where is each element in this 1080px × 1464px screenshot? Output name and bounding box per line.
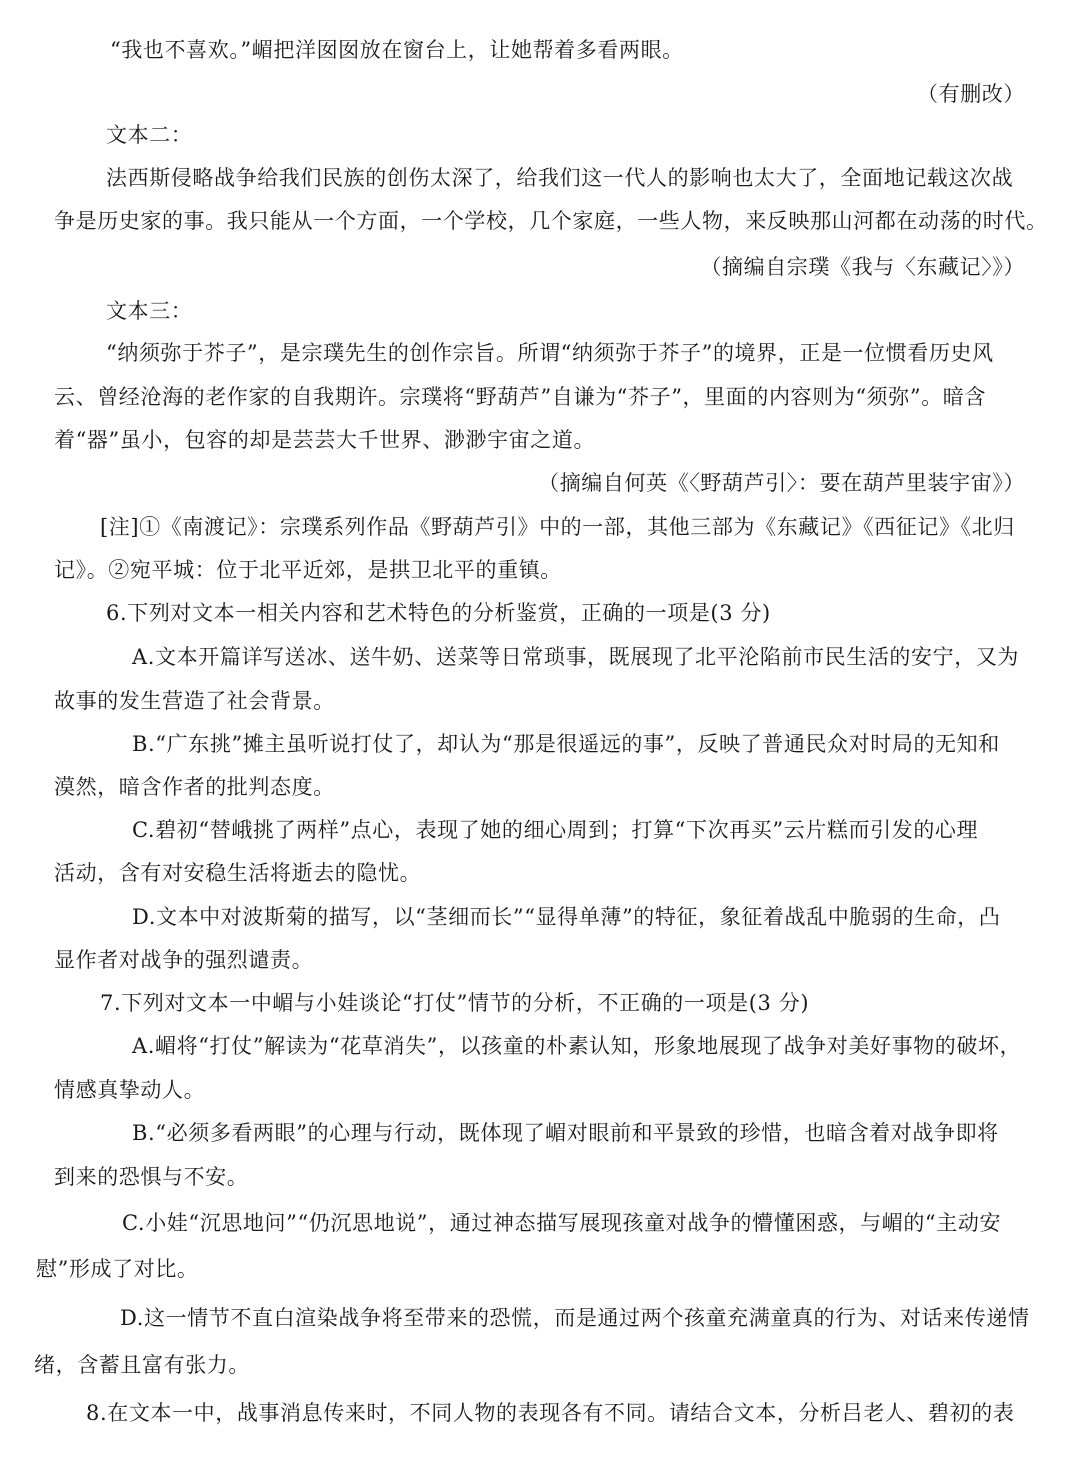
section-heading: 文本三：	[106, 299, 193, 323]
answer-option: C.小娃“沉思地问”“仍沉思地说”，通过神态描写展现孩童对战争的懵懂困惑，与嵋的“主动安	[122, 1211, 1002, 1235]
answer-option: B.“广东挑”摊主虽听说打仗了，却认为“那是很遥远的事”，反映了普通民众对时局的无知和	[132, 732, 1000, 756]
section-heading: 文本二：	[106, 123, 193, 147]
answer-option: 情感真挚动人。	[54, 1078, 206, 1102]
question-stem: 8.在文本一中，战事消息传来时，不同人物的表现各有不同。请结合文本，分析吕老人、碧初的表	[86, 1401, 1015, 1425]
question-stem: 7.下列对文本一中嵋与小娃谈论“打仗”情节的分析，不正确的一项是(3 分)	[100, 991, 810, 1015]
answer-option: A.嵋将“打仗”解读为“花草消失”，以孩童的朴素认知，形象地展现了战争对美好事物的破坏，	[132, 1034, 1022, 1058]
annotation-line: 记》。②宛平城：位于北平近郊，是拱卫北平的重镇。	[54, 558, 562, 582]
answer-option: 到来的恐惧与不安。	[54, 1165, 249, 1189]
answer-option: 慰”形成了对比。	[36, 1257, 199, 1281]
text-line: 云、曾经沧海的老作家的自我期许。宗璞将“野葫芦”自谦为“芥子”，里面的内容则为“须弥”。暗含	[54, 385, 987, 409]
question-stem: 6.下列对文本一相关内容和艺术特色的分析鉴赏，正确的一项是(3 分)	[106, 601, 771, 625]
answer-option: A.文本开篇详写送冰、送牛奶、送菜等日常琐事，既展现了北平沦陷前市民生活的安宁，又为	[132, 645, 1020, 669]
answer-option: 显作者对战争的强烈谴责。	[54, 948, 314, 972]
answer-option: 活动，含有对安稳生活将逝去的隐忧。	[54, 861, 422, 885]
text-line: “我也不喜欢。”嵋把洋囡囡放在窗台上，让她帮着多看两眼。	[110, 38, 684, 62]
answer-option: B.“必须多看两眼”的心理与行动，既体现了嵋对眼前和平景致的珍惜，也暗含着对战争即将	[132, 1121, 999, 1145]
source-note: （摘编自宗璞《我与〈东藏记〉》）	[700, 255, 1025, 279]
source-note: （有删改）	[917, 82, 1025, 106]
answer-option: C.碧初“替峨挑了两样”点心，表现了她的细心周到；打算“下次再买”云片糕而引发的心理	[132, 818, 979, 842]
text-line: 争是历史家的事。我只能从一个方面，一个学校，几个家庭，一些人物，来反映那山河都在动荡的时代。	[54, 209, 1048, 233]
text-line: 法西斯侵略战争给我们民族的创伤太深了，给我们这一代人的影响也太大了，全面地记载这次战	[106, 166, 1014, 190]
answer-option: D.文本中对波斯菊的描写，以“茎细而长”“显得单薄”的特征，象征着战乱中脆弱的生命，凸	[132, 905, 1001, 929]
answer-option: 漠然，暗含作者的批判态度。	[54, 775, 335, 799]
answer-option: 绪，含蓄且富有张力。	[34, 1353, 250, 1377]
answer-option: D.这一情节不直白渲染战争将至带来的恐慌，而是通过两个孩童充满童真的行为、对话来传递情	[120, 1306, 1030, 1330]
answer-option: 故事的发生营造了社会背景。	[54, 689, 335, 713]
text-line: 着“器”虽小，包容的却是芸芸大千世界、渺渺宇宙之道。	[54, 428, 596, 452]
text-line: “纳须弥于芥子”，是宗璞先生的创作宗旨。所谓“纳须弥于芥子”的境界，正是一位惯看历史风	[106, 341, 994, 365]
source-note: （摘编自何英《〈野葫芦引〉：要在葫芦里装宇宙》）	[538, 471, 1025, 495]
annotation-line: [注]①《南渡记》：宗璞系列作品《野葫芦引》中的一部，其他三部为《东藏记》《西征记》《北归	[100, 515, 1015, 539]
